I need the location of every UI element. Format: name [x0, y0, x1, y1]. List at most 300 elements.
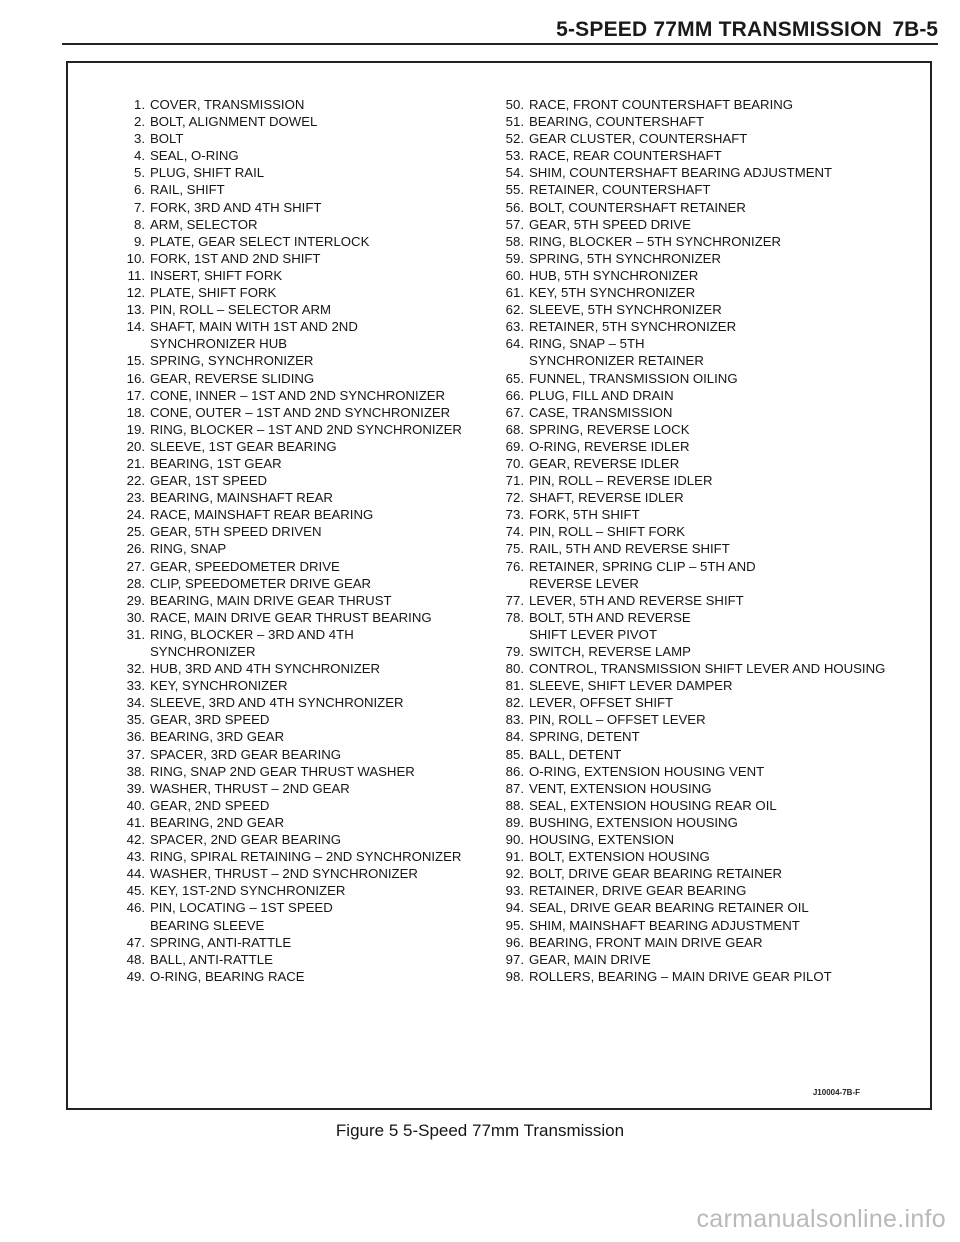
- legend-item: [495, 951, 895, 968]
- legend-item-label: HUB, 3RD AND 4TH SYNCHRONIZER: [150, 661, 381, 677]
- legend-item-number: 1.: [134, 97, 145, 112]
- legend-item: [495, 233, 895, 250]
- legend-item-number: 31.: [126, 626, 145, 642]
- legend-item: [116, 233, 476, 250]
- legend-item-label: PIN, ROLL – SELECTOR ARM: [150, 302, 332, 318]
- legend-item-number: 62.: [505, 302, 524, 318]
- legend-item: [495, 506, 895, 523]
- legend-item: [495, 335, 895, 369]
- legend-item-label: HOUSING, EXTENSION: [529, 832, 675, 848]
- legend-item: [116, 164, 476, 181]
- legend-item-label: FORK, 1ST AND 2ND SHIFT: [150, 250, 321, 266]
- legend-item: [495, 540, 895, 557]
- legend-item: [116, 626, 476, 660]
- legend-item-number: 20.: [126, 438, 145, 454]
- legend-item-label: CONE, INNER – 1ST AND 2ND SYNCHRONIZER: [150, 387, 446, 403]
- legend-item-number: 81.: [505, 678, 524, 694]
- legend-item: [116, 831, 476, 848]
- legend-item-number: 43.: [126, 849, 145, 865]
- legend-item: [116, 318, 476, 352]
- legend-item-label: WASHER, THRUST – 2ND SYNCHRONIZER: [150, 866, 418, 882]
- legend-item-number: 70.: [505, 455, 524, 471]
- legend-item: [116, 763, 476, 780]
- legend-item-number: 64.: [505, 336, 524, 352]
- legend-item-number: 44.: [126, 866, 145, 882]
- legend-item: [116, 472, 476, 489]
- legend-item-number: 32.: [126, 661, 145, 677]
- legend-item-label: RETAINER, SPRING CLIP – 5TH AND REVERSE LEVER: [529, 558, 756, 591]
- legend-item-number: 96.: [505, 934, 524, 950]
- legend-item-label: BOLT, EXTENSION HOUSING: [529, 849, 710, 865]
- legend-item: [495, 250, 895, 267]
- legend-item-label: RETAINER, DRIVE GEAR BEARING: [529, 883, 747, 899]
- legend-item: [495, 421, 895, 438]
- legend-item-label: LEVER, 5TH AND REVERSE SHIFT: [529, 592, 744, 608]
- legend-item: [116, 421, 476, 438]
- legend-item-label: PLUG, FILL AND DRAIN: [529, 387, 674, 403]
- legend-item-label: BEARING, MAIN DRIVE GEAR THRUST: [150, 592, 392, 608]
- legend-item-number: 83.: [505, 712, 524, 728]
- legend-item: [495, 113, 895, 130]
- legend-item-label: BEARING, 2ND GEAR: [150, 814, 285, 830]
- legend-item: [495, 96, 895, 113]
- legend-item: [495, 711, 895, 728]
- legend-item: [116, 814, 476, 831]
- legend-item: [495, 882, 895, 899]
- legend-item-label: PLATE, SHIFT FORK: [150, 285, 277, 301]
- legend-item-number: 51.: [505, 114, 524, 130]
- legend-item-number: 35.: [126, 712, 145, 728]
- legend-item: [495, 831, 895, 848]
- legend-item-number: 15.: [126, 353, 145, 369]
- legend-item-label: GEAR, 1ST SPEED: [150, 473, 268, 489]
- legend-item: [116, 455, 476, 472]
- legend-item-label: ROLLERS, BEARING – MAIN DRIVE GEAR PILOT: [529, 968, 832, 984]
- legend-item-number: 72.: [505, 490, 524, 506]
- legend-item-number: 28.: [126, 575, 145, 591]
- legend-item-number: 59.: [505, 250, 524, 266]
- legend-item-label: RACE, MAIN DRIVE GEAR THRUST BEARING: [150, 609, 432, 625]
- legend-item-label: BOLT, 5TH AND REVERSE SHIFT LEVER PIVOT: [529, 609, 691, 642]
- legend-item-label: BEARING, COUNTERSHAFT: [529, 114, 705, 130]
- legend-item: [495, 728, 895, 745]
- legend-item-number: 18.: [126, 404, 145, 420]
- legend-item-number: 84.: [505, 729, 524, 745]
- legend-item-number: 65.: [505, 370, 524, 386]
- legend-item-label: KEY, 1ST-2ND SYNCHRONIZER: [150, 883, 346, 899]
- legend-item-number: 80.: [505, 661, 524, 677]
- legend-item-number: 91.: [505, 849, 524, 865]
- legend-item-number: 93.: [505, 883, 524, 899]
- legend-item: [495, 147, 895, 164]
- legend-item-label: RING, BLOCKER – 5TH SYNCHRONIZER: [529, 233, 782, 249]
- legend-item: [495, 404, 895, 421]
- legend-item-number: 17.: [126, 387, 145, 403]
- legend-item-label: SPACER, 3RD GEAR BEARING: [150, 746, 342, 762]
- legend-item: [116, 250, 476, 267]
- legend-item: [116, 951, 476, 968]
- legend-item-number: 73.: [505, 507, 524, 523]
- legend-item-number: 26.: [126, 541, 145, 557]
- legend-item: [495, 472, 895, 489]
- legend-item-label: PLATE, GEAR SELECT INTERLOCK: [150, 233, 370, 249]
- legend-item-label: RACE, FRONT COUNTERSHAFT BEARING: [529, 97, 794, 112]
- legend-item-number: 86.: [505, 763, 524, 779]
- legend-item-number: 79.: [505, 644, 524, 659]
- legend-item: [495, 370, 895, 387]
- legend-right-column: [495, 96, 895, 985]
- legend-item: [495, 934, 895, 951]
- legend-item: [116, 352, 476, 369]
- legend-item: [116, 147, 476, 164]
- legend-item-label: O-RING, BEARING RACE: [150, 968, 305, 984]
- legend-item: [116, 746, 476, 763]
- legend-item-number: 33.: [126, 678, 145, 694]
- legend-item-number: 63.: [505, 319, 524, 335]
- legend-item-number: 55.: [505, 182, 524, 198]
- legend-item-label: CASE, TRANSMISSION: [529, 404, 673, 420]
- legend-item-number: 23.: [126, 490, 145, 506]
- legend-item-label: GEAR, 3RD SPEED: [150, 712, 270, 728]
- legend-item-number: 94.: [505, 900, 524, 916]
- legend-item-label: BOLT: [150, 131, 184, 147]
- legend-item-number: 2.: [134, 114, 145, 130]
- legend-item: [495, 917, 895, 934]
- legend-item: [116, 968, 476, 985]
- legend-item-label: SPRING, ANTI-RATTLE: [150, 934, 292, 950]
- legend-item-label: RING, SNAP 2ND GEAR THRUST WASHER: [150, 763, 415, 779]
- legend-item-label: VENT, EXTENSION HOUSING: [529, 780, 712, 796]
- legend-item-label: GEAR, MAIN DRIVE: [529, 951, 651, 967]
- legend-item: [116, 523, 476, 540]
- legend-item-label: SHIM, MAINSHAFT BEARING ADJUSTMENT: [529, 917, 800, 933]
- legend-item-label: CONTROL, TRANSMISSION SHIFT LEVER AND HOUSING: [529, 661, 886, 677]
- legend-item-number: 85.: [505, 746, 524, 762]
- legend-item: [116, 711, 476, 728]
- legend-item-number: 27.: [126, 558, 145, 574]
- legend-item-number: 22.: [126, 473, 145, 489]
- figure-caption: Figure 5 5-Speed 77mm Transmission: [335, 1121, 625, 1140]
- legend-item-label: HUB, 5TH SYNCHRONIZER: [529, 267, 699, 283]
- legend-item-number: 52.: [505, 131, 524, 147]
- legend-item-number: 34.: [126, 695, 145, 711]
- legend-item-number: 8.: [134, 216, 145, 232]
- legend-item-number: 53.: [505, 148, 524, 164]
- legend-item: [116, 404, 476, 421]
- legend-item: [495, 643, 895, 660]
- legend-item: [495, 814, 895, 831]
- legend-item-label: BOLT, DRIVE GEAR BEARING RETAINER: [529, 866, 783, 882]
- legend-item-number: 12.: [126, 285, 145, 301]
- legend-item-label: PIN, ROLL – SHIFT FORK: [529, 524, 686, 540]
- legend-item-label: LEVER, OFFSET SHIFT: [529, 695, 674, 711]
- legend-item-number: 46.: [126, 900, 145, 916]
- legend-item-label: WASHER, THRUST – 2ND GEAR: [150, 780, 350, 796]
- legend-item-number: 4.: [134, 148, 145, 164]
- legend-item-number: 13.: [126, 302, 145, 318]
- legend-item-label: GEAR, REVERSE IDLER: [529, 455, 680, 471]
- legend-item-number: 10.: [126, 250, 145, 266]
- legend-item: [495, 199, 895, 216]
- legend-item-number: 61.: [505, 285, 524, 301]
- legend-item: [495, 455, 895, 472]
- legend-item: [495, 387, 895, 404]
- legend-item: [116, 677, 476, 694]
- legend-item: [116, 797, 476, 814]
- legend-item-number: 75.: [505, 541, 524, 557]
- legend-item: [116, 113, 476, 130]
- legend-item: [495, 523, 895, 540]
- legend-item: [116, 899, 476, 933]
- legend-item-number: 45.: [126, 883, 145, 899]
- legend-item-number: 69.: [505, 438, 524, 454]
- legend-item: [495, 284, 895, 301]
- legend-item-number: 54.: [505, 165, 524, 181]
- legend-item-label: GEAR, 5TH SPEED DRIVE: [529, 216, 691, 232]
- legend-item: [116, 301, 476, 318]
- legend-item-label: RING, SPIRAL RETAINING – 2ND SYNCHRONIZER: [150, 849, 462, 865]
- legend-item: [116, 387, 476, 404]
- legend-item-label: SPRING, REVERSE LOCK: [529, 421, 690, 437]
- legend-item-label: O-RING, REVERSE IDLER: [529, 438, 690, 454]
- legend-item-label: ARM, SELECTOR: [150, 216, 258, 232]
- legend-item-number: 87.: [505, 780, 524, 796]
- legend-item: [116, 181, 476, 198]
- legend-item-label: BEARING, 1ST GEAR: [150, 455, 282, 471]
- legend-item-label: SWITCH, REVERSE LAMP: [529, 644, 691, 659]
- legend-item-number: 60.: [505, 267, 524, 283]
- legend-item: [116, 558, 476, 575]
- legend-item: [116, 130, 476, 147]
- legend-item-number: 42.: [126, 832, 145, 848]
- legend-item: [116, 660, 476, 677]
- legend-item: [495, 865, 895, 882]
- legend-item: [116, 882, 476, 899]
- legend-item-number: 9.: [134, 233, 145, 249]
- legend-item-label: RETAINER, COUNTERSHAFT: [529, 182, 711, 198]
- legend-item-label: SEAL, DRIVE GEAR BEARING RETAINER OIL: [529, 900, 809, 916]
- legend-item: [116, 848, 476, 865]
- legend-item-label: SEAL, O-RING: [150, 148, 239, 164]
- legend-item-label: BEARING, MAINSHAFT REAR: [150, 490, 333, 506]
- legend-item-number: 82.: [505, 695, 524, 711]
- legend-item-label: KEY, SYNCHRONIZER: [150, 678, 288, 694]
- legend-item: [495, 267, 895, 284]
- legend-item-label: RACE, REAR COUNTERSHAFT: [529, 148, 722, 164]
- legend-item: [495, 780, 895, 797]
- legend-item: [495, 848, 895, 865]
- legend-item: [116, 489, 476, 506]
- legend-left-column: [116, 96, 476, 985]
- legend-item-label: SLEEVE, SHIFT LEVER DAMPER: [529, 678, 733, 694]
- legend-item: [495, 968, 895, 985]
- legend-item: [495, 660, 895, 677]
- legend-item-number: 41.: [126, 814, 145, 830]
- legend-item: [495, 216, 895, 233]
- legend-item-label: PIN, LOCATING – 1ST SPEED BEARING SLEEVE: [150, 900, 333, 933]
- legend-item-number: 25.: [126, 524, 145, 540]
- legend-item: [116, 284, 476, 301]
- legend-item-number: 5.: [134, 165, 145, 181]
- legend-item: [495, 438, 895, 455]
- figure-code: J10004-7B-F: [812, 1088, 860, 1097]
- legend-item-label: BEARING, FRONT MAIN DRIVE GEAR: [529, 934, 763, 950]
- legend-item-label: GEAR, SPEEDOMETER DRIVE: [150, 558, 340, 574]
- legend-item-number: 3.: [134, 131, 145, 147]
- legend-item: [495, 694, 895, 711]
- legend-item-label: GEAR, 2ND SPEED: [150, 797, 270, 813]
- legend-item: [495, 609, 895, 643]
- legend-item-number: 92.: [505, 866, 524, 882]
- legend-item-number: 97.: [505, 951, 524, 967]
- legend-item: [495, 592, 895, 609]
- legend-item-number: 78.: [505, 609, 524, 625]
- legend-item-number: 77.: [505, 592, 524, 608]
- legend-item: [495, 899, 895, 916]
- legend-item-label: BOLT, ALIGNMENT DOWEL: [150, 114, 318, 130]
- legend-item: [116, 267, 476, 284]
- legend-item-label: SLEEVE, 5TH SYNCHRONIZER: [529, 302, 722, 318]
- legend-item-label: SPACER, 2ND GEAR BEARING: [150, 832, 342, 848]
- legend-item-number: 37.: [126, 746, 145, 762]
- legend-item-number: 48.: [126, 951, 145, 967]
- legend-item-number: 50.: [505, 97, 524, 112]
- legend-item: [116, 199, 476, 216]
- legend-item: [495, 164, 895, 181]
- legend-item-label: INSERT, SHIFT FORK: [150, 267, 283, 283]
- legend-item-label: RING, SNAP: [150, 541, 227, 557]
- legend-item: [116, 934, 476, 951]
- legend-item: [495, 677, 895, 694]
- page-number: 7B-5: [892, 18, 938, 41]
- legend-item-number: 71.: [505, 473, 524, 489]
- legend-item-number: 74.: [505, 524, 524, 540]
- legend-item: [495, 181, 895, 198]
- legend-item-number: 56.: [505, 199, 524, 215]
- legend-item-label: SLEEVE, 1ST GEAR BEARING: [150, 438, 337, 454]
- legend-item-label: BALL, DETENT: [529, 746, 622, 762]
- legend-item-number: 90.: [505, 832, 524, 848]
- section-title: 5-SPEED 77MM TRANSMISSION: [556, 18, 882, 41]
- legend-item-label: SHAFT, MAIN WITH 1ST AND 2ND SYNCHRONIZER HUB: [150, 319, 358, 352]
- legend-item-number: 38.: [126, 763, 145, 779]
- legend-item-label: BALL, ANTI-RATTLE: [150, 951, 273, 967]
- legend-item-label: FORK, 5TH SHIFT: [529, 507, 640, 523]
- legend-item: [116, 728, 476, 745]
- legend-item-number: 16.: [126, 370, 145, 386]
- legend-item-label: FUNNEL, TRANSMISSION OILING: [529, 370, 738, 386]
- legend-item-number: 49.: [126, 968, 145, 984]
- legend-item-number: 76.: [505, 558, 524, 574]
- legend-item-label: SPRING, SYNCHRONIZER: [150, 353, 314, 369]
- legend-item: [116, 780, 476, 797]
- legend-item-label: GEAR, 5TH SPEED DRIVEN: [150, 524, 322, 540]
- legend-item-number: 6.: [134, 182, 145, 198]
- legend-item-label: SPRING, DETENT: [529, 729, 640, 745]
- legend-item: [116, 96, 476, 113]
- legend-item-label: PIN, ROLL – REVERSE IDLER: [529, 473, 713, 489]
- legend-item: [495, 763, 895, 780]
- legend-item: [116, 540, 476, 557]
- legend-item-number: 57.: [505, 216, 524, 232]
- legend-item-number: 39.: [126, 780, 145, 796]
- legend-item: [116, 216, 476, 233]
- legend-item-label: CLIP, SPEEDOMETER DRIVE GEAR: [150, 575, 372, 591]
- legend-item: [495, 558, 895, 592]
- legend-item: [116, 609, 476, 626]
- legend-item-label: O-RING, EXTENSION HOUSING VENT: [529, 763, 765, 779]
- legend-item-label: RING, BLOCKER – 1ST AND 2ND SYNCHRONIZER: [150, 421, 462, 437]
- legend-item: [116, 865, 476, 882]
- legend-item-label: GEAR CLUSTER, COUNTERSHAFT: [529, 131, 748, 147]
- legend-item-number: 67.: [505, 404, 524, 420]
- legend-item-number: 24.: [126, 507, 145, 523]
- legend-item-label: COVER, TRANSMISSION: [150, 97, 305, 112]
- legend-item: [116, 438, 476, 455]
- header-divider: [62, 43, 938, 45]
- legend-item: [116, 575, 476, 592]
- legend-item-number: 19.: [126, 421, 145, 437]
- legend-item-number: 66.: [505, 387, 524, 403]
- legend-item-label: SHIM, COUNTERSHAFT BEARING ADJUSTMENT: [529, 165, 833, 181]
- legend-item-label: SHAFT, REVERSE IDLER: [529, 490, 684, 506]
- legend-item: [116, 694, 476, 711]
- legend-item-label: RETAINER, 5TH SYNCHRONIZER: [529, 319, 737, 335]
- legend-item: [495, 130, 895, 147]
- legend-item-number: 98.: [505, 968, 524, 984]
- legend-item: [116, 370, 476, 387]
- legend-item: [116, 592, 476, 609]
- legend-item-number: 89.: [505, 814, 524, 830]
- legend-item-label: GEAR, REVERSE SLIDING: [150, 370, 315, 386]
- legend-item: [495, 489, 895, 506]
- legend-item-label: CONE, OUTER – 1ST AND 2ND SYNCHRONIZER: [150, 404, 451, 420]
- legend-item: [495, 797, 895, 814]
- legend-item-number: 95.: [505, 917, 524, 933]
- legend-item-number: 30.: [126, 609, 145, 625]
- legend-item-number: 21.: [126, 455, 145, 471]
- legend-item: [495, 318, 895, 335]
- legend-item-label: BOLT, COUNTERSHAFT RETAINER: [529, 199, 746, 215]
- legend-item-label: RING, SNAP – 5TH SYNCHRONIZER RETAINER: [529, 336, 704, 369]
- watermark[interactable]: carmanualsonline.info: [696, 1205, 946, 1233]
- legend-item-label: SLEEVE, 3RD AND 4TH SYNCHRONIZER: [150, 695, 404, 711]
- legend-item-label: KEY, 5TH SYNCHRONIZER: [529, 285, 696, 301]
- legend-item-number: 11.: [127, 267, 145, 283]
- legend-item-label: PLUG, SHIFT RAIL: [150, 165, 265, 181]
- legend-item-label: FORK, 3RD AND 4TH SHIFT: [150, 199, 322, 215]
- legend-item-label: RAIL, SHIFT: [150, 182, 225, 198]
- legend-item-label: BUSHING, EXTENSION HOUSING: [529, 814, 738, 830]
- legend-item-number: 47.: [126, 934, 145, 950]
- legend-item: [495, 746, 895, 763]
- legend-item-label: RING, BLOCKER – 3RD AND 4TH SYNCHRONIZER: [150, 626, 354, 659]
- legend-item-label: SPRING, 5TH SYNCHRONIZER: [529, 250, 721, 266]
- legend-item-number: 68.: [505, 421, 524, 437]
- legend-item-label: RAIL, 5TH AND REVERSE SHIFT: [529, 541, 730, 557]
- legend-item-label: BEARING, 3RD GEAR: [150, 729, 285, 745]
- legend-item-label: PIN, ROLL – OFFSET LEVER: [529, 712, 706, 728]
- legend-item-number: 7.: [134, 199, 145, 215]
- legend-item-label: SEAL, EXTENSION HOUSING REAR OIL: [529, 797, 777, 813]
- legend-item: [116, 506, 476, 523]
- legend-item-number: 40.: [126, 797, 145, 813]
- legend-item-number: 58.: [505, 233, 524, 249]
- legend-item-label: RACE, MAINSHAFT REAR BEARING: [150, 507, 374, 523]
- legend-item-number: 36.: [126, 729, 145, 745]
- legend-item-number: 14.: [126, 319, 145, 335]
- legend-item-number: 29.: [126, 592, 145, 608]
